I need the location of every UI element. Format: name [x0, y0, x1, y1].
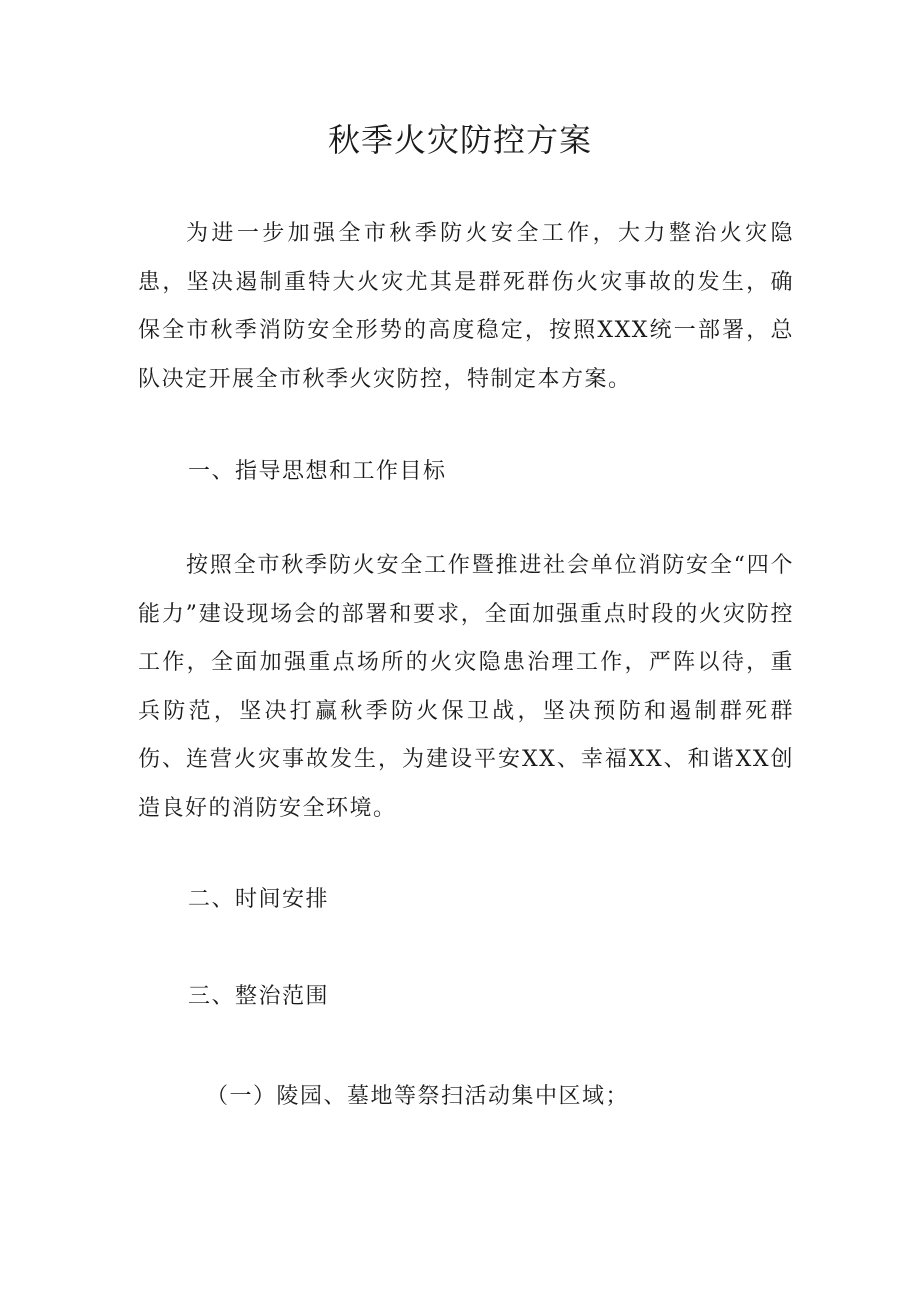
section-heading-schedule: 二、时间安排	[188, 887, 330, 912]
scope-item-1: （一）陵园、墓地等祭扫活动集中区域；	[206, 1084, 630, 1109]
guiding-principles-paragraph: 按照全市秋季防火安全工作暨推进社会单位消防安全“四个能力”建设现场会的部署和要求，全面加强重点时段的火灾防控工作，全面加强重点场所的火灾隐患治理工作，严阵以待，重兵防范，坚决打赢秋季防火保卫战，坚决预防和遏制群死群伤、连营火灾事故发生，为建设平安XX、幸福XX、和谐XX创造良好的消防安全环境。	[138, 553, 794, 821]
document-title: 秋季火灾防控方案	[327, 121, 592, 159]
section-heading-guiding-principles: 一、指导思想和工作目标	[188, 459, 447, 484]
section-heading-scope: 三、整治范围	[188, 984, 330, 1009]
intro-paragraph: 为进一步加强全市秋季防火安全工作，大力整治火灾隐患，坚决遏制重特大火灾尤其是群死群伤火灾事故的发生，确保全市秋季消防安全形势的高度稳定，按照XXX统一部署，总队决定开展全市秋季火灾防控，特制定本方案。	[138, 221, 794, 392]
